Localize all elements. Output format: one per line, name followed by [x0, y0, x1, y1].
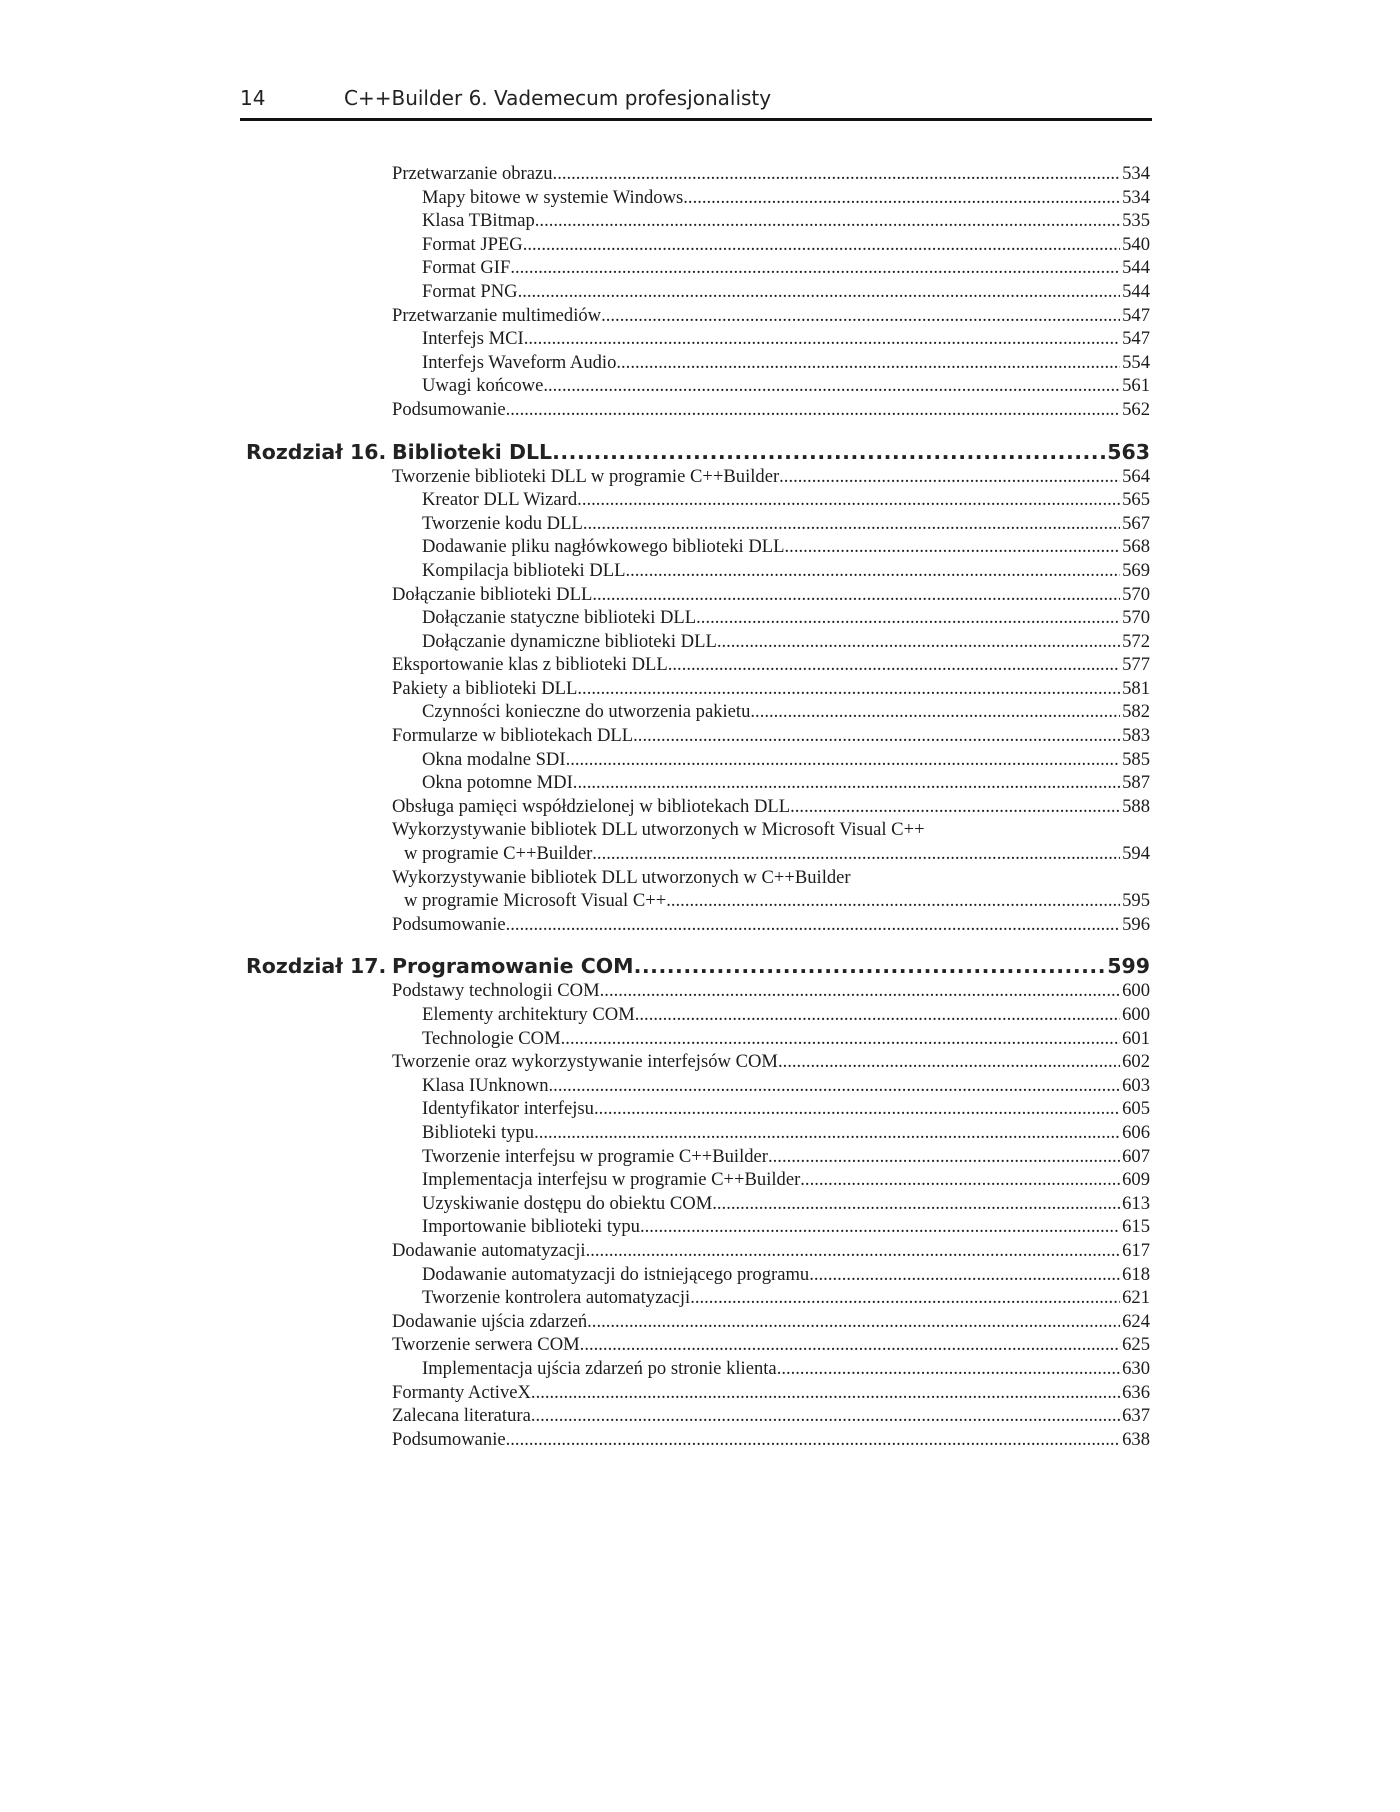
toc-row	[246, 1050, 1150, 1074]
page-ref: 561	[1122, 375, 1150, 397]
toc-row	[246, 583, 1150, 607]
toc-row	[246, 327, 1150, 351]
dot-leader	[518, 280, 1121, 304]
page-ref: 570	[1122, 583, 1150, 605]
page-ref: 615	[1122, 1216, 1150, 1238]
chapter-row	[246, 953, 1150, 979]
dot-leader	[523, 233, 1120, 257]
page-ref: 621	[1122, 1287, 1150, 1309]
dot-leader	[549, 1074, 1121, 1098]
toc-row	[246, 209, 1150, 233]
page-ref: 565	[1122, 489, 1150, 511]
dot-leader	[586, 1239, 1121, 1263]
toc-row	[246, 1404, 1150, 1428]
toc-row	[246, 1003, 1150, 1027]
toc-entry	[392, 162, 1150, 186]
dot-leader	[573, 771, 1120, 795]
dot-leader	[809, 1263, 1120, 1287]
entry-title: Interfejs Waveform Audio	[422, 351, 617, 373]
page-ref: 600	[1122, 980, 1150, 1002]
toc-entry	[392, 1333, 1150, 1357]
page-ref: 637	[1122, 1405, 1150, 1427]
toc-entry	[422, 1074, 1150, 1098]
page-ref: 594	[1122, 843, 1150, 865]
dot-leader	[625, 559, 1120, 583]
toc-row	[246, 630, 1150, 654]
entry-title: Formularze w bibliotekach DLL	[392, 725, 634, 747]
entry-title: Tworzenie serwera COM	[392, 1334, 580, 1356]
page-ref: 563	[1107, 439, 1150, 464]
toc-entry	[392, 795, 1150, 819]
entry-title: Podsumowanie	[392, 1428, 506, 1450]
page-ref: 535	[1122, 210, 1150, 232]
chapter-label: Rozdział 17.	[246, 954, 387, 979]
entry-title: Elementy architektury COM	[422, 1004, 635, 1025]
toc-row	[246, 1333, 1150, 1357]
toc-row	[246, 233, 1150, 257]
page-ref: 617	[1122, 1239, 1150, 1261]
page-ref: 585	[1122, 748, 1150, 770]
entry-title: Tworzenie oraz wykorzystywanie interfejsów COM	[392, 1051, 778, 1073]
entry-title: Zalecana literatura	[392, 1405, 531, 1427]
entry-title: Dodawanie automatyzacji	[392, 1239, 586, 1261]
toc-row	[246, 1145, 1150, 1169]
toc-entry	[392, 677, 1150, 701]
toc-entry	[392, 1428, 1150, 1452]
page-ref: 603	[1122, 1074, 1150, 1096]
dot-leader	[696, 606, 1120, 630]
entry-title: Wykorzystywanie bibliotek DLL utworzonych w C++Builder	[392, 866, 851, 888]
dot-leader	[683, 186, 1120, 210]
page-ref: 544	[1122, 280, 1150, 302]
page-ref: 583	[1122, 725, 1150, 747]
entry-title: Uzyskiwanie dostępu do obiektu COM	[422, 1192, 713, 1214]
toc-entry	[422, 488, 1150, 512]
toc-entry	[422, 256, 1150, 280]
dot-leader	[779, 465, 1120, 489]
entry-title: Okna modalne SDI	[422, 748, 566, 770]
entry-title: Interfejs MCI	[422, 328, 524, 350]
toc-row	[246, 653, 1150, 677]
entry-title: w programie Microsoft Visual C++	[404, 890, 667, 912]
entry-title: Dołączanie dynamiczne biblioteki DLL	[422, 630, 717, 652]
dot-leader	[535, 209, 1120, 233]
toc-row	[246, 1381, 1150, 1405]
page-ref	[1148, 818, 1150, 842]
entry-title: Przetwarzanie multimediów	[392, 304, 602, 326]
toc-entry	[422, 1027, 1150, 1051]
page-ref: 562	[1122, 398, 1150, 420]
toc-entry	[422, 1357, 1150, 1381]
toc-entry	[392, 1381, 1150, 1405]
page-ref: 596	[1122, 913, 1150, 935]
toc-entry	[422, 748, 1150, 772]
toc-entry	[392, 439, 1150, 465]
entry-title: Biblioteki DLL	[392, 439, 553, 464]
toc-row	[246, 374, 1150, 398]
entry-title: Podstawy technologii COM	[392, 980, 600, 1002]
dot-leader	[587, 1310, 1120, 1334]
toc-entry	[422, 209, 1150, 233]
book-title: C++Builder 6. Vademecum profesjonalisty	[344, 86, 772, 110]
toc-row	[246, 1357, 1150, 1381]
toc-entry	[422, 327, 1150, 351]
toc-row	[246, 465, 1150, 489]
entry-title: Podsumowanie	[392, 913, 506, 935]
toc-row	[246, 1097, 1150, 1121]
entry-title: Uwagi końcowe	[422, 375, 544, 397]
dot-leader	[633, 724, 1120, 748]
page-ref: 618	[1122, 1263, 1150, 1285]
toc-row	[246, 304, 1150, 328]
page-ref: 602	[1122, 1051, 1150, 1073]
dot-leader	[785, 535, 1121, 559]
page-ref: 534	[1122, 186, 1150, 208]
dot-leader	[717, 630, 1120, 654]
toc-entry	[422, 351, 1150, 375]
entry-title: Biblioteki typu	[422, 1121, 535, 1143]
entry-title: Klasa TBitmap	[422, 210, 535, 232]
dot-leader	[561, 1027, 1120, 1051]
page-ref: 554	[1122, 351, 1150, 373]
entry-title: Eksportowanie klas z biblioteki DLL	[392, 654, 668, 676]
dot-leader	[506, 1428, 1120, 1452]
toc-entry	[392, 1310, 1150, 1334]
toc-entry	[404, 889, 1150, 913]
toc-entry	[422, 535, 1150, 559]
page-ref: 595	[1122, 890, 1150, 912]
toc-entry	[422, 1097, 1150, 1121]
toc-entry	[422, 1263, 1150, 1287]
toc-row	[246, 889, 1150, 913]
entry-title: Tworzenie interfejsu w programie C++Builder	[422, 1145, 768, 1167]
toc-entry	[392, 304, 1150, 328]
dot-leader	[566, 748, 1121, 772]
toc-row	[246, 186, 1150, 210]
entry-title: Importowanie biblioteki typu	[422, 1216, 640, 1238]
page-ref: 581	[1122, 677, 1150, 699]
toc-row	[246, 913, 1150, 937]
entry-title: Implementacja ujścia zdarzeń po stronie klienta	[422, 1357, 777, 1379]
toc-row	[246, 1286, 1150, 1310]
dot-leader	[800, 1168, 1120, 1192]
toc-entry	[392, 398, 1150, 422]
entry-title: Tworzenie biblioteki DLL w programie C++Builder	[392, 465, 780, 487]
dot-leader	[635, 1003, 1120, 1027]
dot-leader	[577, 677, 1120, 701]
toc-entry	[422, 1121, 1150, 1145]
dot-leader	[778, 1050, 1120, 1074]
dot-leader	[777, 1357, 1120, 1381]
dot-leader	[768, 1145, 1120, 1169]
page-ref: 609	[1122, 1169, 1150, 1191]
toc-entry	[392, 653, 1150, 677]
dot-leader	[925, 818, 1148, 842]
page-ref: 638	[1122, 1428, 1150, 1450]
dot-leader	[750, 700, 1120, 724]
dot-leader	[690, 1286, 1120, 1310]
toc-row	[246, 351, 1150, 375]
dot-leader	[506, 398, 1120, 422]
toc-entry	[392, 465, 1150, 489]
toc-row	[246, 677, 1150, 701]
toc-row	[246, 1239, 1150, 1263]
toc-entry	[422, 1003, 1150, 1027]
toc-row	[246, 1215, 1150, 1239]
toc-entry	[422, 1286, 1150, 1310]
entry-title: Podsumowanie	[392, 398, 506, 420]
toc-row	[246, 795, 1150, 819]
page-ref: 625	[1122, 1334, 1150, 1356]
page-ref: 588	[1122, 795, 1150, 817]
dot-leader	[712, 1192, 1120, 1216]
page-ref: 568	[1122, 536, 1150, 558]
toc-entry	[422, 186, 1150, 210]
toc-row	[246, 488, 1150, 512]
page-ref: 540	[1122, 233, 1150, 255]
page-ref: 599	[1107, 954, 1150, 979]
entry-title: Programowanie COM	[392, 954, 634, 979]
toc-entry	[392, 913, 1150, 937]
toc-entry	[422, 771, 1150, 795]
toc-entry	[392, 1050, 1150, 1074]
page-ref: 600	[1122, 1004, 1150, 1025]
toc-row	[246, 280, 1150, 304]
dot-leader	[524, 327, 1120, 351]
dot-leader	[583, 512, 1120, 536]
dot-leader	[666, 889, 1120, 913]
page-ref: 572	[1122, 630, 1150, 652]
entry-title: Czynności konieczne do utworzenia pakietu	[422, 701, 751, 723]
toc-entry	[422, 700, 1150, 724]
chapter-label: Rozdział 16.	[246, 439, 387, 464]
page-ref: 534	[1122, 163, 1150, 184]
toc-entry	[422, 374, 1150, 398]
dot-leader	[577, 488, 1120, 512]
toc-entry	[392, 979, 1150, 1003]
toc-entry	[392, 724, 1150, 748]
dot-leader	[534, 1121, 1120, 1145]
dot-leader	[543, 374, 1120, 398]
entry-title: w programie C++Builder	[404, 843, 593, 865]
entry-title: Wykorzystywanie bibliotek DLL utworzonych w Microsoft Visual C++	[392, 819, 925, 841]
dot-leader	[552, 439, 1105, 465]
toc-entry	[392, 953, 1150, 979]
toc-row	[246, 606, 1150, 630]
toc-entry	[422, 1168, 1150, 1192]
page-ref: 605	[1122, 1098, 1150, 1120]
toc-entry	[422, 559, 1150, 583]
toc-entry	[422, 630, 1150, 654]
page-ref: 601	[1122, 1027, 1150, 1049]
page-ref: 613	[1122, 1192, 1150, 1214]
dot-leader	[531, 1381, 1120, 1405]
page-ref: 630	[1122, 1357, 1150, 1379]
entry-title: Dodawanie ujścia zdarzeń	[392, 1310, 588, 1332]
entry-title: Dodawanie pliku nagłówkowego biblioteki DLL	[422, 536, 785, 558]
toc-row	[246, 866, 1150, 890]
dot-leader	[616, 351, 1120, 375]
toc-entry	[392, 818, 1150, 842]
toc-row	[246, 1428, 1150, 1452]
toc-row	[246, 979, 1150, 1003]
entry-title: Format PNG	[422, 280, 518, 302]
toc-row	[246, 1027, 1150, 1051]
toc-row	[246, 1310, 1150, 1334]
toc-row	[246, 1074, 1150, 1098]
toc-row	[246, 162, 1150, 186]
entry-title: Tworzenie kontrolera automatyzacji	[422, 1287, 691, 1309]
page-ref: 606	[1122, 1121, 1150, 1143]
dot-leader	[851, 866, 1148, 890]
toc-row	[246, 771, 1150, 795]
toc-row	[246, 1121, 1150, 1145]
page-ref: 567	[1122, 512, 1150, 534]
toc-entry	[392, 1404, 1150, 1428]
page-ref	[1148, 866, 1150, 890]
dot-leader	[640, 1215, 1120, 1239]
entry-title: Dołączanie biblioteki DLL	[392, 583, 593, 605]
dot-leader	[790, 795, 1120, 819]
toc-row	[246, 748, 1150, 772]
toc-entry	[422, 233, 1150, 257]
entry-title: Implementacja interfejsu w programie C++Builder	[422, 1169, 801, 1191]
toc-row	[246, 724, 1150, 748]
toc-entry	[422, 512, 1150, 536]
dot-leader	[634, 953, 1106, 979]
toc-entry	[422, 1215, 1150, 1239]
page-ref: 564	[1122, 465, 1150, 487]
page-ref: 624	[1122, 1310, 1150, 1332]
entry-title: Okna potomne MDI	[422, 772, 573, 794]
dot-leader	[668, 653, 1120, 677]
entry-title: Tworzenie kodu DLL	[422, 512, 583, 534]
dot-leader	[601, 304, 1120, 328]
entry-title: Obsługa pamięci współdzielonej w bibliotekach DLL	[392, 795, 791, 817]
toc-row	[246, 1192, 1150, 1216]
dot-leader	[600, 979, 1120, 1003]
toc-entry	[422, 606, 1150, 630]
entry-title: Mapy bitowe w systemie Windows	[422, 186, 684, 208]
toc-entry	[422, 1145, 1150, 1169]
page-number: 14	[240, 86, 266, 110]
entry-title: Przetwarzanie obrazu	[392, 163, 553, 184]
toc-entry	[422, 1192, 1150, 1216]
toc-row	[246, 1263, 1150, 1287]
toc-row	[246, 256, 1150, 280]
dot-leader	[553, 162, 1121, 186]
page-ref: 547	[1122, 304, 1150, 326]
page-ref: 544	[1122, 257, 1150, 279]
toc-entry	[392, 583, 1150, 607]
dot-leader	[594, 1097, 1120, 1121]
toc-entry	[392, 1239, 1150, 1263]
toc-entry	[392, 866, 1150, 890]
entry-title: Formanty ActiveX	[392, 1381, 531, 1403]
entry-title: Technologie COM	[422, 1027, 561, 1049]
page-ref: 636	[1122, 1381, 1150, 1403]
dot-leader	[510, 256, 1120, 280]
page-ref: 582	[1122, 701, 1150, 723]
entry-title: Format JPEG	[422, 233, 523, 255]
chapter-row	[246, 439, 1150, 465]
dot-leader	[592, 842, 1120, 866]
entry-title: Klasa IUnknown	[422, 1074, 549, 1096]
toc-row	[246, 512, 1150, 536]
toc-entry	[404, 842, 1150, 866]
toc-row	[246, 535, 1150, 559]
dot-leader	[531, 1404, 1120, 1428]
entry-title: Dołączanie statyczne biblioteki DLL	[422, 607, 697, 629]
page-ref: 587	[1122, 772, 1150, 794]
entry-title: Dodawanie automatyzacji do istniejącego programu	[422, 1263, 810, 1285]
entry-title: Identyfikator interfejsu	[422, 1098, 594, 1120]
toc-row	[246, 559, 1150, 583]
entry-title: Format GIF	[422, 257, 511, 279]
page-ref: 577	[1122, 654, 1150, 676]
toc-row	[246, 1168, 1150, 1192]
table-of-contents	[246, 162, 1150, 1451]
entry-title: Kompilacja biblioteki DLL	[422, 559, 626, 581]
entry-title: Kreator DLL Wizard	[422, 489, 578, 511]
entry-title: Pakiety a biblioteki DLL	[392, 677, 578, 699]
page-ref: 569	[1122, 559, 1150, 581]
toc-row	[246, 842, 1150, 866]
toc-row	[246, 398, 1150, 422]
toc-row	[246, 700, 1150, 724]
dot-leader	[592, 583, 1120, 607]
dot-leader	[580, 1333, 1120, 1357]
page-ref: 547	[1122, 328, 1150, 350]
page-ref: 607	[1122, 1145, 1150, 1167]
toc-entry	[422, 280, 1150, 304]
page-ref: 570	[1122, 607, 1150, 629]
running-header	[240, 82, 1152, 121]
toc-row	[246, 818, 1150, 842]
dot-leader	[506, 913, 1120, 937]
